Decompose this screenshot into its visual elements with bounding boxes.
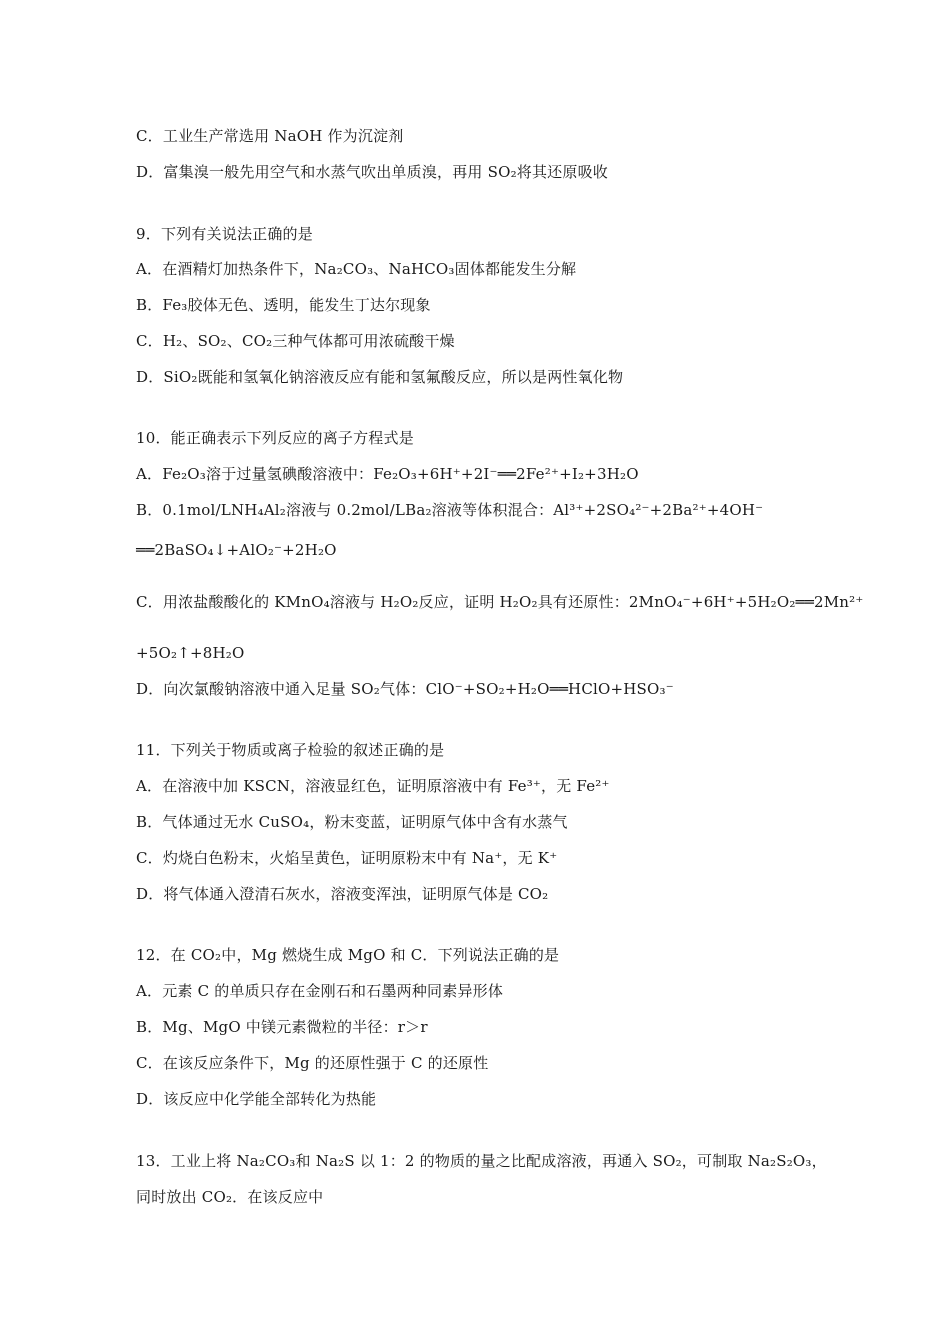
- q8-option-d: D．富集溴一般先用空气和水蒸气吹出单质溴，再用 SO₂将其还原吸收: [136, 163, 608, 181]
- q9-option-c: C．H₂、SO₂、CO₂三种气体都可用浓硫酸干燥: [136, 332, 455, 350]
- q9-option-b: B．Fe₃胶体无色、透明，能发生丁达尔现象: [136, 296, 431, 314]
- q11-option-a: A．在溶液中加 KSCN，溶液显红色，证明原溶液中有 Fe³⁺，无 Fe²⁺: [136, 777, 610, 795]
- q9-stem: 9．下列有关说法正确的是: [136, 225, 313, 243]
- q10-stem: 10．能正确表示下列反应的离子方程式是: [136, 429, 414, 447]
- q13-stem: 13．工业上将 Na₂CO₃和 Na₂S 以 1：2 的物质的量之比配成溶液，再通入 SO₂，可制取 Na₂S₂O₃，: [136, 1152, 827, 1170]
- q8-option-c: C．工业生产常选用 NaOH 作为沉淀剂: [136, 127, 404, 145]
- q9-option-d: D．SiO₂既能和氢氧化钠溶液反应有能和氢氟酸反应，所以是两性氧化物: [136, 368, 624, 386]
- q13-stem-continued: 同时放出 CO₂．在该反应中: [136, 1188, 324, 1206]
- q12-option-b: B．Mg、MgO 中镁元素微粒的半径：r＞r: [136, 1018, 428, 1036]
- q11-stem: 11．下列关于物质或离子检验的叙述正确的是: [136, 741, 445, 759]
- q10-option-c-continued: +5O₂↑+8H₂O: [136, 644, 245, 662]
- q9-option-a: A．在酒精灯加热条件下，Na₂CO₃、NaHCO₃固体都能发生分解: [136, 260, 577, 278]
- q10-option-b-continued: ══2BaSO₄↓+AlO₂⁻+2H₂O: [136, 541, 337, 559]
- q10-option-b: B．0.1mol/LNH₄Al₂溶液与 0.2mol/LBa₂溶液等体积混合：Al³⁺+2SO₄²⁻+2Ba²⁺+4OH⁻: [136, 501, 764, 519]
- q12-option-c: C．在该反应条件下，Mg 的还原性强于 C 的还原性: [136, 1054, 489, 1072]
- q12-stem: 12．在 CO₂中，Mg 燃烧生成 MgO 和 C．下列说法正确的是: [136, 946, 560, 964]
- q12-option-a: A．元素 C 的单质只存在金刚石和石墨两种同素异形体: [136, 982, 504, 1000]
- q11-option-b: B．气体通过无水 CuSO₄，粉末变蓝，证明原气体中含有水蒸气: [136, 813, 568, 831]
- q11-option-c: C．灼烧白色粉末，火焰呈黄色，证明原粉末中有 Na⁺，无 K⁺: [136, 849, 558, 867]
- q11-option-d: D．将气体通入澄清石灰水，溶液变浑浊，证明原气体是 CO₂: [136, 885, 549, 903]
- q10-option-c: C．用浓盐酸酸化的 KMnO₄溶液与 H₂O₂反应，证明 H₂O₂具有还原性：2MnO₄⁻+6H⁺+5H₂O₂══2Mn²⁺: [136, 593, 864, 611]
- q12-option-d: D．该反应中化学能全部转化为热能: [136, 1090, 377, 1108]
- q10-option-d: D．向次氯酸钠溶液中通入足量 SO₂气体：ClO⁻+SO₂+H₂O══HClO+HSO₃⁻: [136, 680, 674, 698]
- q10-option-a: A．Fe₂O₃溶于过量氢碘酸溶液中：Fe₂O₃+6H⁺+2I⁻══2Fe²⁺+I₂+3H₂O: [136, 465, 639, 483]
